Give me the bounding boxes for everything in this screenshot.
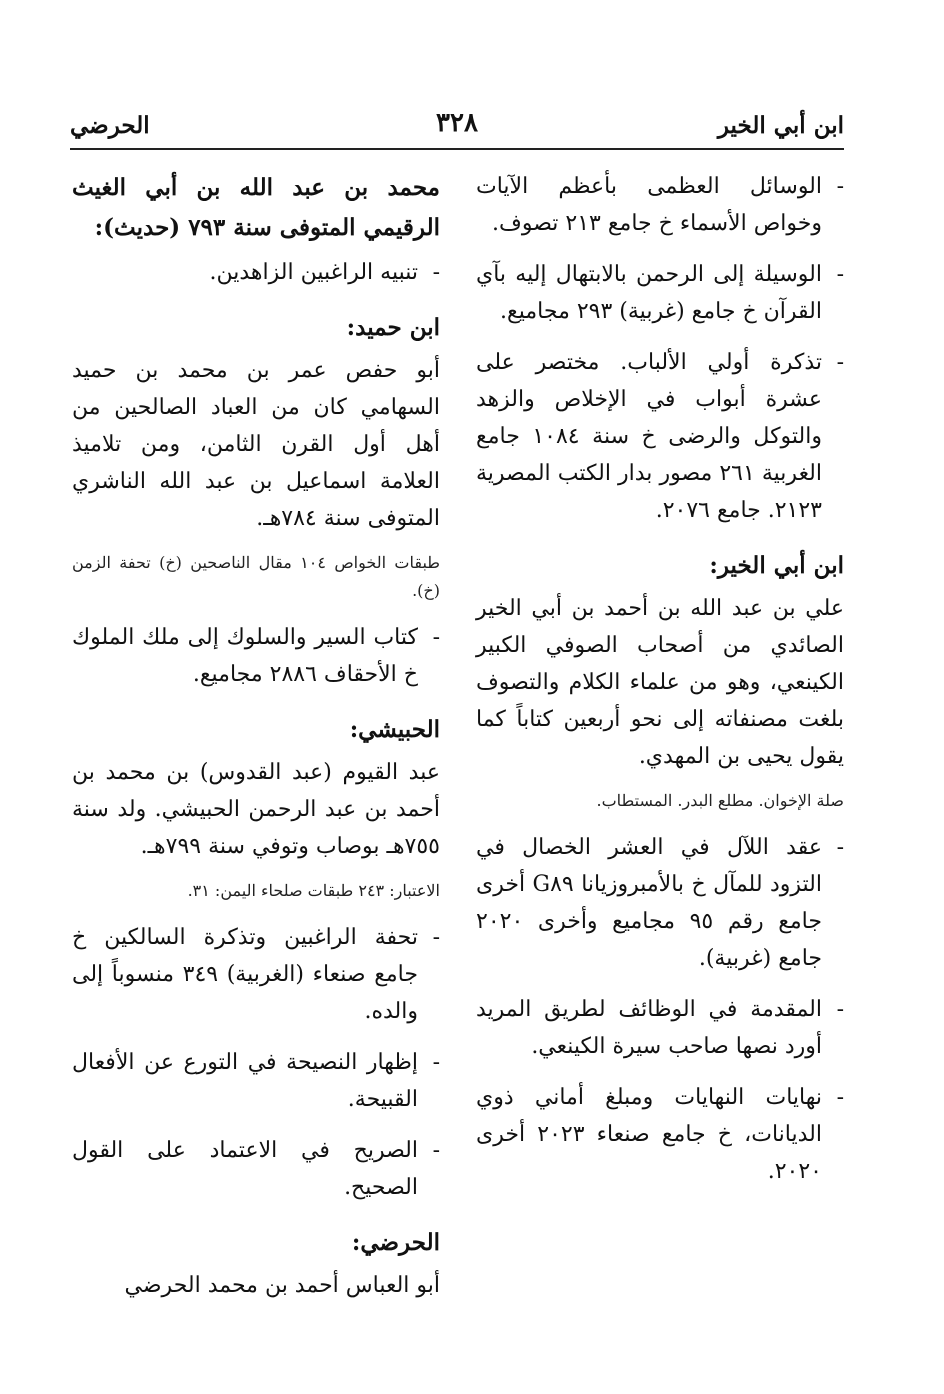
entry-title: محمد بن عبد الله بن أبي الغيث الرقيمي المتوفى سنة ٧٩٣ (حديث): xyxy=(72,174,440,241)
page-number: ٣٢٨ xyxy=(436,108,478,138)
list-item: -المقدمة في الوظائف لطريق المريد أورد نصها صاحب سيرة الكينعي. xyxy=(476,997,844,1059)
entry-sources: صلة الإخوان. مطلع البدر. المستطاب. xyxy=(596,791,844,810)
entry-heading: الحبيشي: xyxy=(349,716,440,743)
list-item: -تذكرة أولي الألباب. مختصر على عشرة أبواب في الإخلاص والزهد والتوكل والرضى خ سنة ١٠٨٤ جامع الغربية ٢٦١ مصور بدار الكتب المصرية ٢١٢٣. جامع ٢٠٧٦. xyxy=(476,350,844,523)
entry-sources: طبقات الخواص ١٠٤ مقال الناصحين (خ) تحفة الزمن (خ). xyxy=(72,553,441,600)
entry-biography: أبو حفص عمر بن محمد بن حميد السهامي كان من العباد الصالحين من أهل أول القرن الثامن، ومن تلاميذ العلامة اسماعيل بن عبد الله الناشري المتوفى سنة ٧٨٤هـ. xyxy=(72,358,440,531)
running-head-right: ابن أبي الخير xyxy=(717,112,844,139)
entry-heading: ابن حميد: xyxy=(346,314,440,341)
list-item: -تحفة الراغبين وتذكرة السالكين خ جامع صنعاء (الغربية) ٣٤٩ منسوباً إلى والده. xyxy=(72,925,440,1024)
entry-heading: ابن أبي الخير: xyxy=(709,552,844,579)
list-item: -الصريح في الاعتماد على القول الصحيح. xyxy=(72,1138,440,1200)
right-column xyxy=(476,168,844,1204)
list-item: -عقد اللآل في العشر الخصال في التزود للمآل خ بالأمبروزيانا G٨٩ أخرى جامع رقم ٩٥ مجاميع وأخرى ٢٠٢٠ جامع (غربية). xyxy=(476,835,844,971)
list-item: -الوسائل العظمى بأعظم الآيات وخواص الأسماء خ جامع ٢١٣ تصوف. xyxy=(476,174,844,236)
list-item: -كتاب السير والسلوك إلى ملك الملوك خ الأحقاف ٢٨٨٦ مجاميع. xyxy=(72,625,440,687)
entry-sources: الاعتبار: ٢٤٣ طبقات صلحاء اليمن: ٣١. xyxy=(187,881,440,900)
entry-biography: علي بن عبد الله بن أحمد بن أبي الخير الصائدي من أصحاب الصوفي الكبير الكينعي، وهو من علماء الكلام والتصوف بلغت مصنفاته إلى نحو أربعين كتاباً كما يقول يحيى بن المهدي. xyxy=(476,596,844,769)
entry-heading: الحرضي: xyxy=(351,1229,440,1256)
running-head-left: الحرضي xyxy=(70,112,150,139)
page-header xyxy=(70,108,844,148)
list-item: -إظهار النصيحة في التورع عن الأفعال القبيحة. xyxy=(72,1050,440,1112)
list-item: -تنبيه الراغبين الزاهدين. xyxy=(209,260,440,285)
list-item: -نهايات النهايات ومبلغ أماني ذوي الديانات، خ جامع صنعاء ٢٠٢٣ أخرى ٢٠٢٠. xyxy=(476,1085,844,1184)
list-item: -الوسيلة إلى الرحمن بالابتهال إليه بآي القرآن خ جامع (غربية) ٢٩٣ مجاميع. xyxy=(476,262,844,324)
entry-biography: عبد القيوم (عبد القدوس) بن محمد بن أحمد بن عبد الرحمن الحبيشي. ولد سنة ٧٥٥هـ بوصاب وتوفي سنة ٧٩٩هـ. xyxy=(72,760,440,859)
entry-biography: أبو العباس أحمد بن محمد الحرضي xyxy=(124,1273,440,1298)
left-column xyxy=(72,168,440,1316)
header-rule xyxy=(70,148,844,150)
